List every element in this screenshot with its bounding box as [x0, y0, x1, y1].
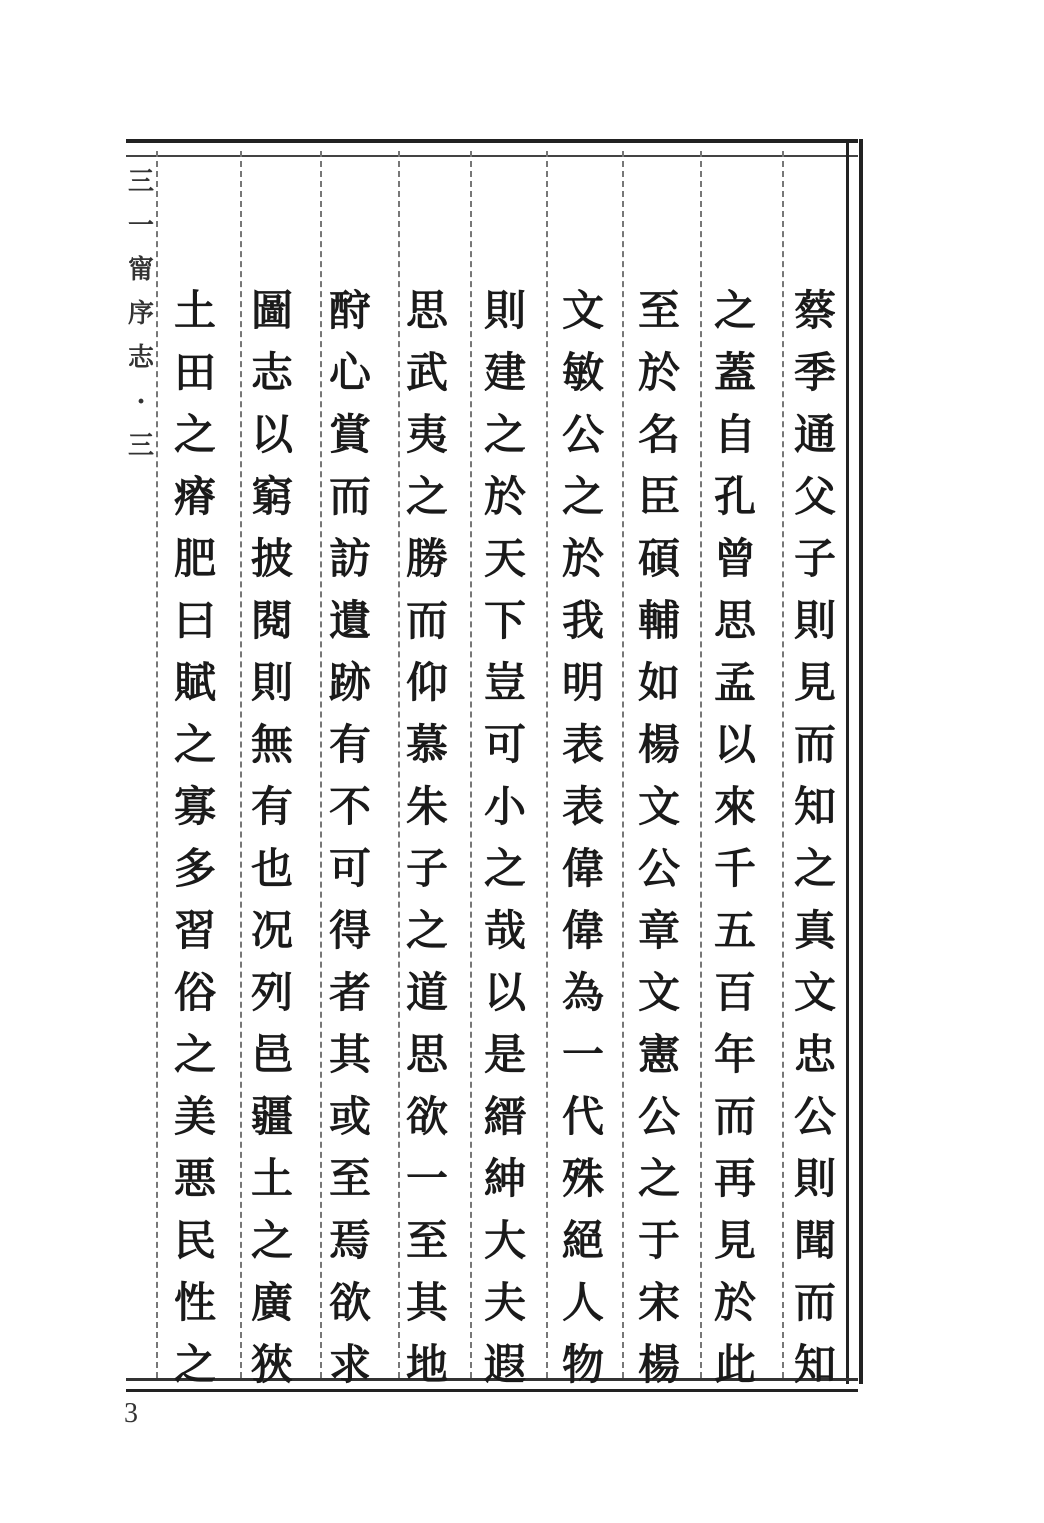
character: 碩 [637, 534, 680, 583]
margin-char: · [136, 387, 146, 417]
character: 公 [637, 844, 680, 893]
character: 欲 [405, 1092, 448, 1141]
character: 於 [561, 534, 604, 583]
character: 千 [713, 844, 756, 893]
character: 天 [483, 534, 526, 583]
text-column [624, 280, 694, 1389]
character: 遐 [483, 1340, 526, 1389]
character: 俗 [173, 968, 216, 1017]
character: 志 [250, 348, 293, 397]
margin-char: 三 [128, 431, 155, 461]
character: 則 [250, 658, 293, 707]
character: 而 [328, 472, 371, 521]
character: 至 [637, 286, 680, 335]
character: 悪 [173, 1154, 216, 1203]
character: 此 [713, 1340, 756, 1389]
character: 美 [173, 1092, 216, 1141]
character: 可 [328, 844, 371, 893]
character: 武 [405, 348, 448, 397]
frame-top-border [126, 139, 858, 157]
character: 公 [637, 1092, 680, 1141]
text-column [237, 280, 307, 1389]
text-column [315, 280, 385, 1389]
character: 一 [561, 1030, 604, 1079]
character: 閱 [250, 596, 293, 645]
character: 有 [250, 782, 293, 831]
character: 地 [405, 1340, 448, 1389]
character: 如 [637, 658, 680, 707]
character: 公 [793, 1092, 836, 1141]
character: 以 [713, 720, 756, 769]
character: 偉 [561, 844, 604, 893]
character: 圖 [250, 286, 293, 335]
character: 賦 [173, 658, 216, 707]
character: 通 [793, 410, 836, 459]
character: 下 [483, 596, 526, 645]
character: 我 [561, 596, 604, 645]
character: 小 [483, 782, 526, 831]
text-column [548, 280, 618, 1389]
character: 思 [713, 596, 756, 645]
character: 夫 [483, 1278, 526, 1327]
character: 之 [561, 472, 604, 521]
character: 五 [713, 906, 756, 955]
character: 一 [405, 1154, 448, 1203]
character: 表 [561, 720, 604, 769]
character: 再 [713, 1154, 756, 1203]
character: 則 [483, 286, 526, 335]
character: 之 [637, 1154, 680, 1203]
margin-char: 序 [128, 299, 155, 329]
character: 至 [328, 1154, 371, 1203]
margin-char: 三 [128, 167, 155, 197]
character: 而 [713, 1092, 756, 1141]
character: 以 [483, 968, 526, 1017]
text-column [700, 280, 770, 1389]
character: 習 [173, 906, 216, 955]
character: 哉 [483, 906, 526, 955]
character: 季 [793, 348, 836, 397]
character: 知 [793, 782, 836, 831]
character: 知 [793, 1340, 836, 1389]
character: 而 [793, 720, 836, 769]
character: 臣 [637, 472, 680, 521]
character: 列 [250, 968, 293, 1017]
character: 得 [328, 906, 371, 955]
character: 慕 [405, 720, 448, 769]
character: 肥 [173, 534, 216, 583]
character: 之 [405, 906, 448, 955]
character: 其 [328, 1030, 371, 1079]
character: 人 [561, 1278, 604, 1327]
character: 思 [405, 1030, 448, 1079]
character: 民 [173, 1216, 216, 1265]
character: 自 [713, 410, 756, 459]
character: 名 [637, 410, 680, 459]
character: 或 [328, 1092, 371, 1141]
character: 明 [561, 658, 604, 707]
character: 于 [637, 1216, 680, 1265]
character: 遺 [328, 596, 371, 645]
character: 可 [483, 720, 526, 769]
character: 多 [173, 844, 216, 893]
character: 子 [405, 844, 448, 893]
character: 楊 [637, 720, 680, 769]
character: 子 [793, 534, 836, 583]
character: 之 [250, 1216, 293, 1265]
character: 父 [793, 472, 836, 521]
character: 建 [483, 348, 526, 397]
character: 狹 [250, 1340, 293, 1389]
column-rule [156, 151, 158, 1378]
character: 瘠 [173, 472, 216, 521]
character: 聞 [793, 1216, 836, 1265]
character: 是 [483, 1030, 526, 1079]
character: 豈 [483, 658, 526, 707]
character: 縉 [483, 1092, 526, 1141]
character: 文 [637, 782, 680, 831]
character: 章 [637, 906, 680, 955]
page-number: 3 [124, 1398, 138, 1429]
character: 之 [173, 1340, 216, 1389]
character: 楊 [637, 1340, 680, 1389]
text-column [780, 280, 850, 1389]
character: 仰 [405, 658, 448, 707]
character: 酧 [328, 286, 371, 335]
character: 之 [793, 844, 836, 893]
character: 思 [405, 286, 448, 335]
character: 廣 [250, 1278, 293, 1327]
character: 於 [483, 472, 526, 521]
character: 百 [713, 968, 756, 1017]
character: 至 [405, 1216, 448, 1265]
character: 孟 [713, 658, 756, 707]
character: 孔 [713, 472, 756, 521]
character: 蓋 [713, 348, 756, 397]
character: 道 [405, 968, 448, 1017]
character: 窮 [250, 472, 293, 521]
text-column [470, 280, 540, 1389]
margin-char: 志 [128, 343, 155, 373]
character: 則 [793, 1154, 836, 1203]
character: 之 [483, 844, 526, 893]
character: 之 [483, 410, 526, 459]
character: 賞 [328, 410, 371, 459]
character: 於 [713, 1278, 756, 1327]
character: 來 [713, 782, 756, 831]
character: 文 [637, 968, 680, 1017]
character: 欲 [328, 1278, 371, 1327]
character: 之 [713, 286, 756, 335]
character: 表 [561, 782, 604, 831]
character: 夷 [405, 410, 448, 459]
character: 大 [483, 1216, 526, 1265]
character: 絕 [561, 1216, 604, 1265]
character: 公 [561, 410, 604, 459]
character: 則 [793, 596, 836, 645]
character: 殊 [561, 1154, 604, 1203]
character: 文 [561, 286, 604, 335]
character: 求 [328, 1340, 371, 1389]
character: 敏 [561, 348, 604, 397]
character: 之 [405, 472, 448, 521]
character: 也 [250, 844, 293, 893]
character: 為 [561, 968, 604, 1017]
character: 跡 [328, 658, 371, 707]
character: 性 [173, 1278, 216, 1327]
character: 輔 [637, 596, 680, 645]
character: 真 [793, 906, 836, 955]
character: 而 [405, 596, 448, 645]
character: 邑 [250, 1030, 293, 1079]
character: 偉 [561, 906, 604, 955]
text-column [392, 280, 462, 1389]
character: 蔡 [793, 286, 836, 335]
character: 寡 [173, 782, 216, 831]
character: 朱 [405, 782, 448, 831]
character: 於 [637, 348, 680, 397]
character: 土 [173, 286, 216, 335]
margin-label-column [128, 160, 154, 1370]
character: 不 [328, 782, 371, 831]
character: 曾 [713, 534, 756, 583]
character: 披 [250, 534, 293, 583]
character: 焉 [328, 1216, 371, 1265]
character: 而 [793, 1278, 836, 1327]
character: 心 [328, 348, 371, 397]
character: 以 [250, 410, 293, 459]
text-column [160, 280, 230, 1389]
margin-char: 甯 [128, 255, 155, 285]
character: 勝 [405, 534, 448, 583]
character: 田 [173, 348, 216, 397]
character: 憲 [637, 1030, 680, 1079]
character: 訪 [328, 534, 371, 583]
character: 無 [250, 720, 293, 769]
character: 忠 [793, 1030, 836, 1079]
character: 之 [173, 410, 216, 459]
character: 見 [793, 658, 836, 707]
character: 年 [713, 1030, 756, 1079]
character: 物 [561, 1340, 604, 1389]
character: 見 [713, 1216, 756, 1265]
character: 文 [793, 968, 836, 1017]
character: 者 [328, 968, 371, 1017]
character: 宋 [637, 1278, 680, 1327]
character: 疆 [250, 1092, 293, 1141]
character: 有 [328, 720, 371, 769]
character: 之 [173, 1030, 216, 1079]
margin-char: 一 [128, 211, 155, 241]
character: 土 [250, 1154, 293, 1203]
character: 代 [561, 1092, 604, 1141]
character: 曰 [173, 596, 216, 645]
character: 紳 [483, 1154, 526, 1203]
character: 之 [173, 720, 216, 769]
character: 况 [250, 906, 293, 955]
character: 其 [405, 1278, 448, 1327]
